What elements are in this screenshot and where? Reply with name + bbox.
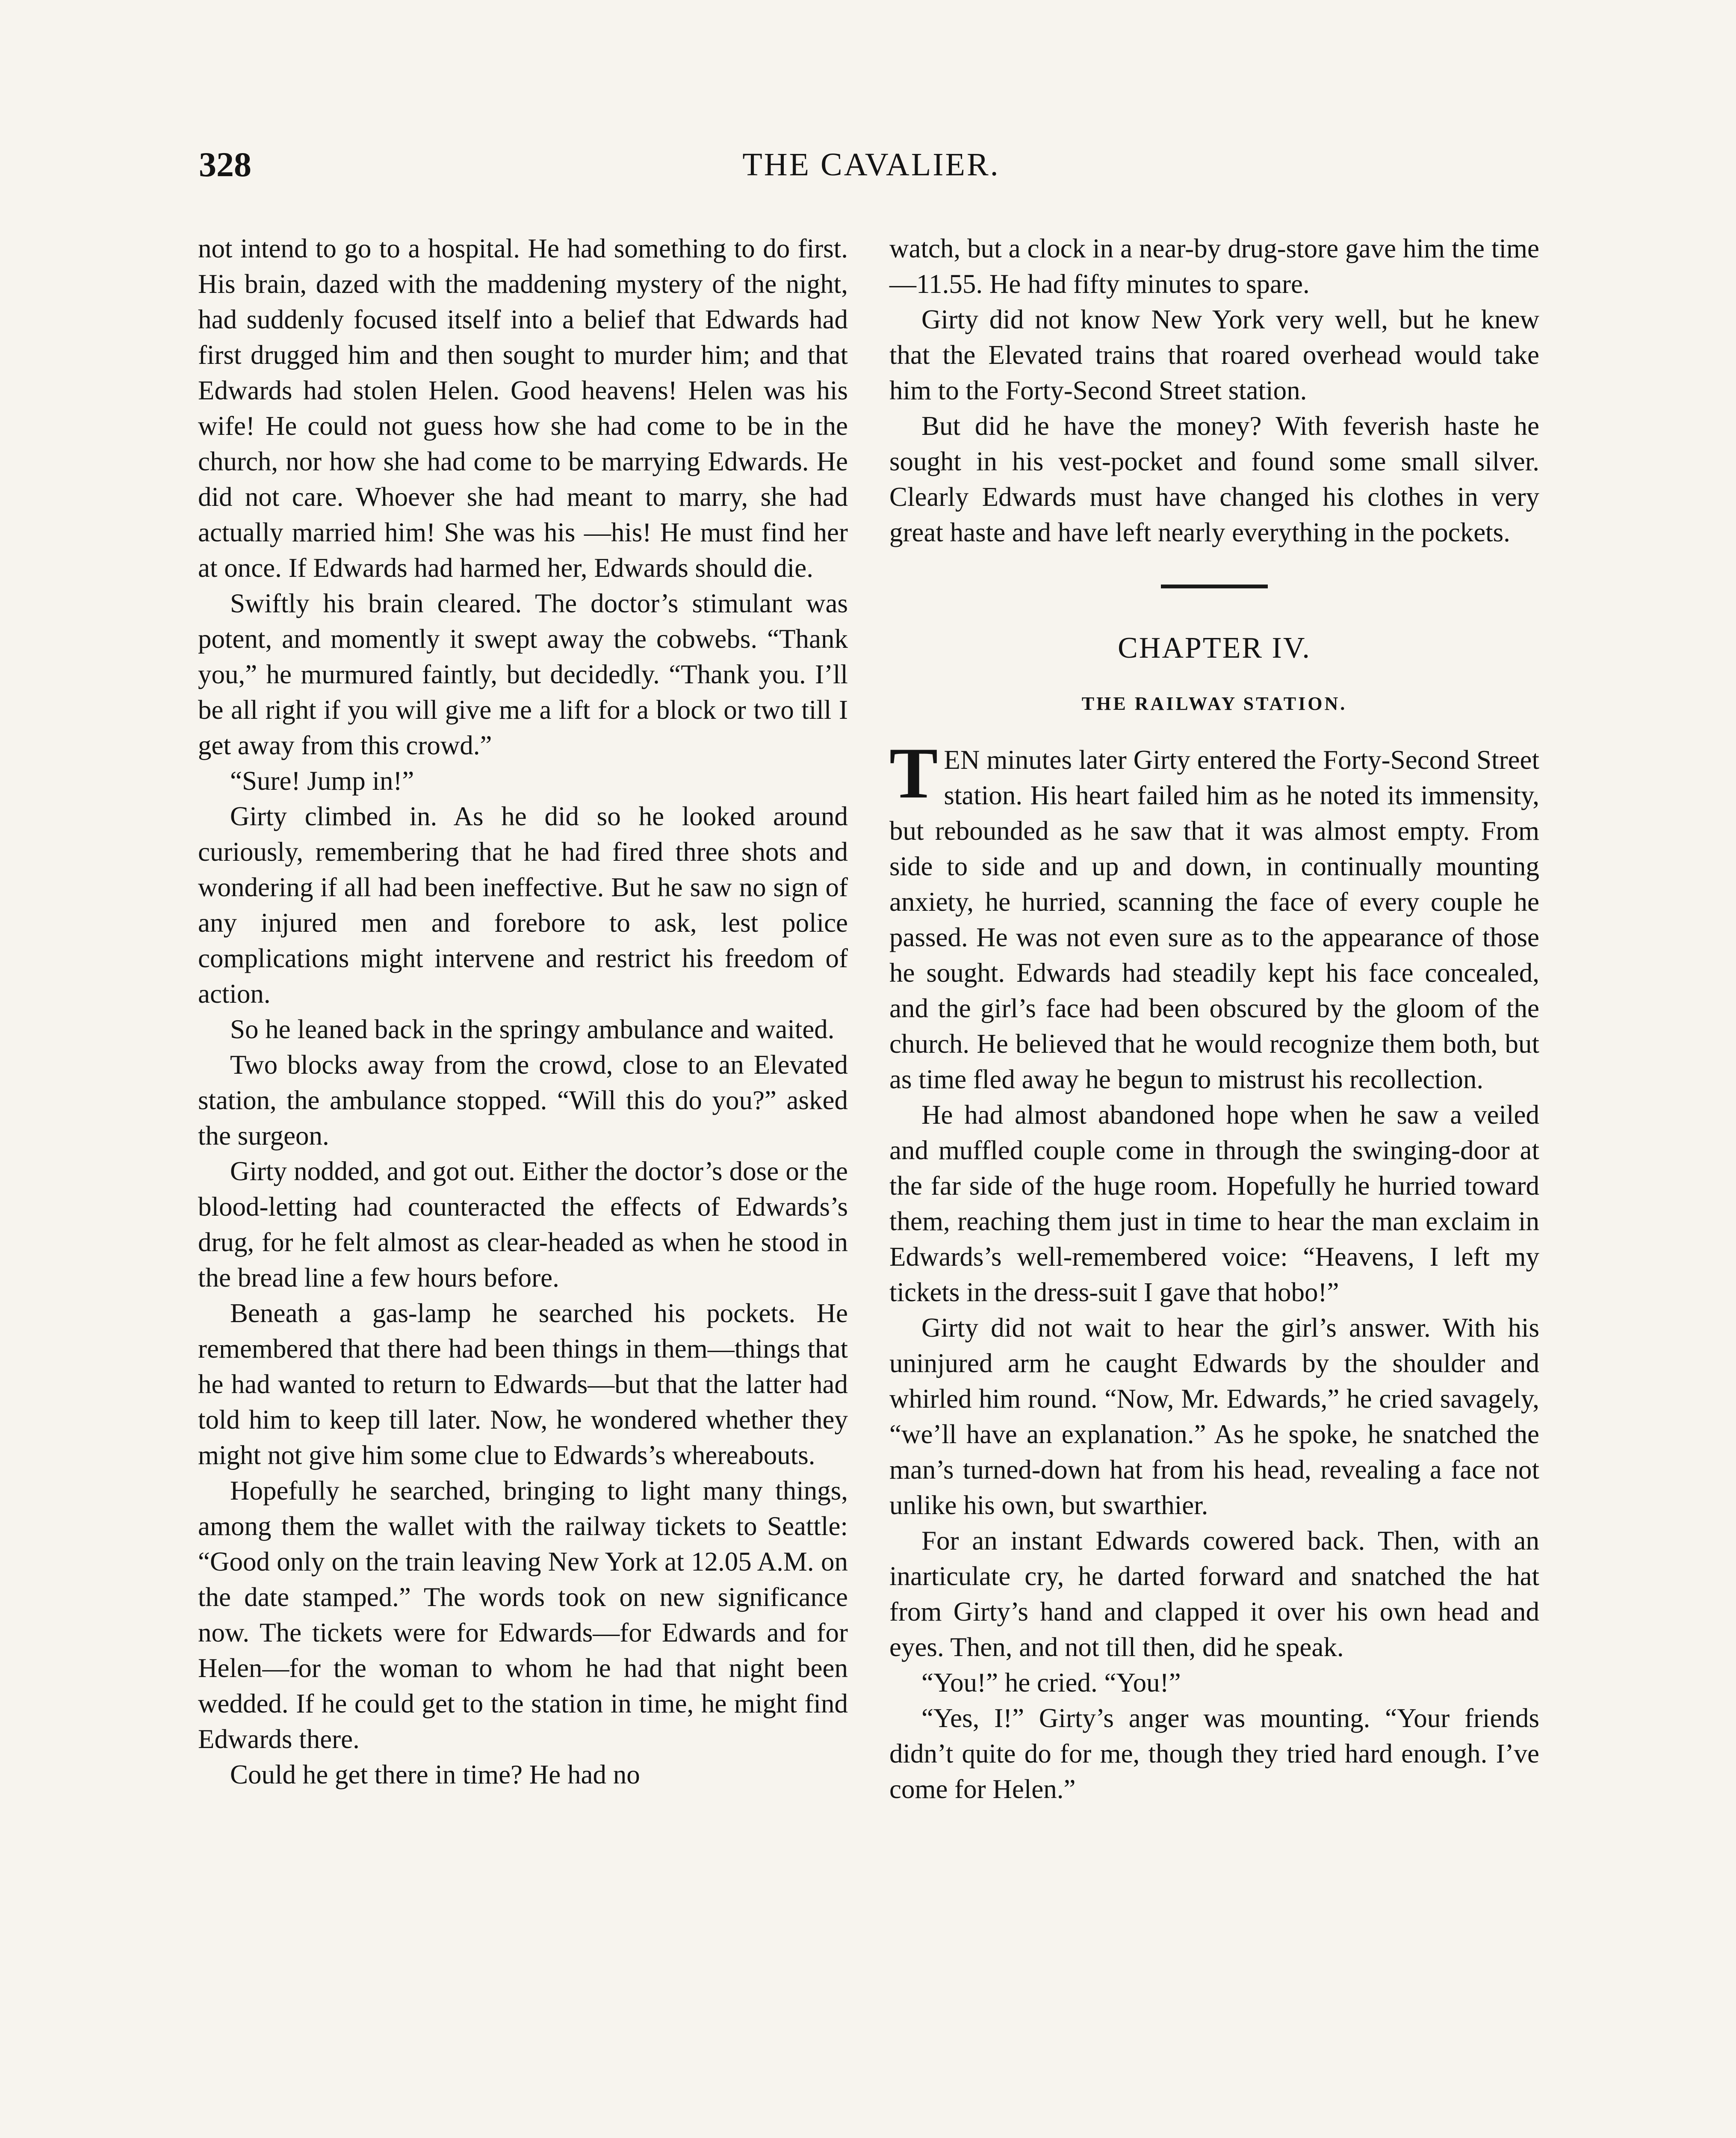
paragraph: Girty climbed in. As he did so he looked around curiously, remembering that he had fired three shots and wondering if all had been ineffective. But he saw no sign of any injured men and forebore to ask, lest police complications might intervene and restrict his freedom of action. [198,801,848,1009]
paragraph: He had almost abandoned hope when he saw a veiled and muffled couple come in through the swinging-door at the far side of the huge room. Hopefully he hurried toward them, reaching them just in time to hear the man exclaim in Edwards’s well-remembered voice: “Heavens, I left my tickets in the dress-suit I gave that hobo!” [889,1100,1539,1307]
left-column [198,231,848,1792]
paragraph: Swiftly his brain cleared. The doctor’s stimulant was potent, and momently it swept away the cobwebs. “Thank you,” he murmured faintly, but decidedly. “Thank you. I’ll be all right if you will give me a lift for a block or two till I get away from this crowd.” [198,588,848,760]
running-title: THE CAVALIER. [742,147,1000,183]
paragraph: “You!” he cried. “You!” [921,1668,1181,1698]
paragraph: But did he have the money? With feverish haste he sought in his vest-pocket and found some small silver. Clearly Edwards must have changed his clothes in very great haste and have left nearly everything in the pockets. [889,411,1539,547]
paragraph: Girty did not wait to hear the girl’s answer. With his uninjured arm he caught Edwards by the shoulder and whirled him round. “Now, Mr. Edwards,” he cried savagely, “we’ll have an explanation.” As he spoke, he snatched the man’s turned-down hat from his head, revealing a face not unlike his own, but swarthier. [889,1313,1539,1520]
opening-paragraph-text: EN minutes later Girty entered the Forty-Second Street station. His heart failed him as he noted its immensity, but rebounded as he saw that it was almost empty. From side to side and up and down, in continually mounting anxiety, he hurried, scanning the face of every couple he passed. He was not even sure as to the appearance of those he sought. Edwards had steadily kept his face concealed, and the girl’s face had been obscured by the gloom of the church. He believed that he would recognize them both, but as time fled away he begun to mistrust his recollection. [889,745,1539,1094]
paragraph: “Sure! Jump in!” [230,766,414,796]
page-header [199,141,1544,188]
page-number: 328 [199,145,251,184]
paragraph: watch, but a clock in a near-by drug-store gave him the time—11.55. He had fifty minutes to spare. [889,233,1539,299]
chapter-title: CHAPTER IV. [1118,632,1311,664]
paragraph: not intend to go to a hospital. He had something to do first. His brain, dazed with the maddening mystery of the night, had suddenly focused itself into a belief that Edwards had first drugged him and then sought to murder him; and that Edwards had stolen Helen. Good heavens! Helen was his wife! He could not guess how she had come to be in the church, nor how she had come to be marrying Edwards. He did not care. Whoever she had meant to marry, she had actually married him! She was his —his! He must find her at once. If Edwards had harmed her, Edwards should die. [198,233,848,583]
drop-cap: T [889,733,938,813]
paragraph: Hopefully he searched, bringing to light many things, among them the wallet with the railway tickets to Seattle: “Good only on the train leaving New York at 12.05 A.M. on the date stamped.” The words took on new significance now. The tickets were for Edwards—for Edwards and for Helen—for the woman to whom he had that night been wedded. If he could get to the station in time, he might find Edwards there. [198,1476,848,1754]
paragraph: So he leaned back in the springy ambulance and waited. [230,1014,835,1044]
paragraph: Two blocks away from the crowd, close to an Elevated station, the ambulance stopped. “Will this do you?” asked the surgeon. [198,1050,848,1151]
paragraph: Girty nodded, and got out. Either the doctor’s dose or the blood-letting had counteracted the effects of Edwards’s drug, for he felt almost as clear-headed as when he stood in the bread line a few hours before. [198,1156,848,1293]
chapter-opening-paragraph [889,733,1539,1097]
chapter-subtitle: THE RAILWAY STATION. [1081,693,1347,714]
paragraph: Could he get there in time? He had no [230,1760,640,1790]
paragraph: For an instant Edwards cowered back. Then, with an inarticulate cry, he darted forward and snatched the hat from Girty’s hand and clapped it over his own head and eyes. Then, and not till then, did he speak. [889,1526,1539,1662]
right-column [889,231,1539,1807]
paragraph: Beneath a gas-lamp he searched his pockets. He remembered that there had been things in them—things that he had wanted to return to Edwards—but that the latter had told him to keep till later. Now, he wondered whether they might not give him some clue to Edwards’s whereabouts. [198,1298,848,1470]
paragraph: “Yes, I!” Girty’s anger was mounting. “Your friends didn’t quite do for me, though they tried hard enough. I’ve come for Helen.” [889,1703,1539,1804]
section-divider [1161,585,1268,588]
paragraph: Girty did not know New York very well, but he knew that the Elevated trains that roared overhead would take him to the Forty-Second Street station. [889,304,1539,405]
